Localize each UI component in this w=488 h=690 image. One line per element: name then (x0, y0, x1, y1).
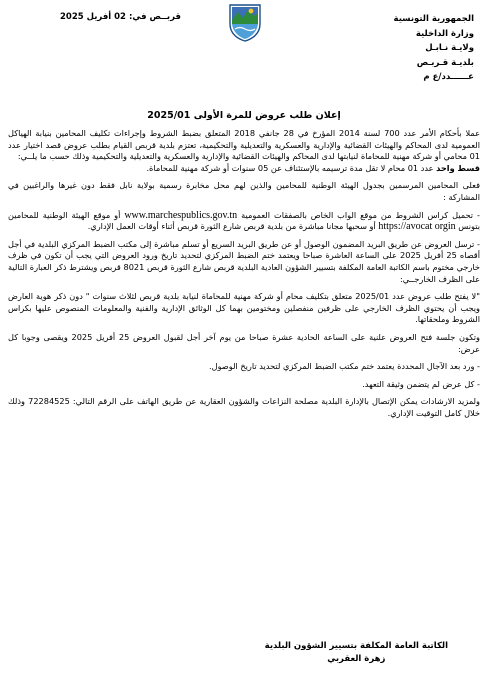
envelope-paragraph: "لا يفتح طلب عروض عدد 2025/01 متعلق بتكليف محام أو شركة مهنية للمحاماة لنيابة بلدية قربص لثلاث سنوات " دون ذكر هوية العارض ويجب أن يحتوي الظرف الخارجي على ظرفين منفصلين ومختومين بهما كل الوثائق الإدارية والفنية والمعلومات المنصوص عليها بكراس الشروط وملحقاتها. (8, 291, 480, 325)
eligibility-paragraph: فعلى المحامين المرسمين بجدول الهيئة الوطنية للمحامين والذين لهم محل مخابرة رسمية بولاية نابل فقط دون غيرها والراغبين في المشاركة : (8, 180, 480, 202)
announcement-title: إعلان طلب عروض للمرة الأولى 2025/01 (147, 110, 341, 121)
announcement-body (8, 128, 480, 419)
date-label: قربــص في: (128, 12, 181, 22)
letterhead (394, 12, 474, 85)
date-line (60, 12, 181, 22)
download-text-a: - تحميل كراس الشروط من موقع الواب الخاص بالصفقات العمومية (241, 209, 480, 220)
download-text-c: أو سحبها مجانا مباشرة من بلدية قربص شارع الثورة قربص أثناء أوقات العمل الإداري. (87, 221, 376, 232)
signatory-name: زهرة العقربي (327, 654, 386, 664)
marches-publics-link[interactable]: www.marchespublics.gov.tn (124, 209, 238, 221)
municipality-name: بلديـة قـربـص (416, 57, 474, 68)
avocat-link[interactable]: https://avocat orgin (378, 221, 456, 233)
intro-paragraph: عملا بأحكام الأمر عدد 700 لسنة 2014 المؤرخ في 28 جانفي 2018 المتعلق بضبط الشروط وإجراءات تكليف المحامين بنيابة الهياكل العمومية لدى المحاكم والهيئات القضائية والإدارية والعسكرية والتعديلية والتحكيمية، تعتزم بلدية قربص القيام بطلب عروض قصد اختيار عدد 01 محامي أو شركة مهنية للمحاماة لنيابتها لدى المحاكم والهيئات القضائية والإدارية والعسكرية والتعديلية والتحكيمية وذلك حسب ما يلــي: (8, 128, 480, 162)
reference-number: عــــــدد/ع م (423, 72, 474, 82)
signature-block (265, 640, 448, 666)
submission-paragraph: - ترسل العروض عن طريق البريد المضمون الوصول أو عن طريق البريد السريع أو تسلم مباشرة إلى مكتب الضبط المركزي البلدية في أجل أقصاه 25 أفريل 2025 على الساعة العاشرة صباحا ويعتمد ختم الضبط المركزي لتحديد تاريخ ورود العروض التي يجب أن تكون في ظرف خارجي مختوم باسم الكاتبة العامة المكلفة بتسيير الشؤون العادية البلدية قربص شارع الثورة قربص 8021 قربص ويشترط ذكر العبارة التالية على الظرف الخارجــي: (8, 238, 480, 284)
exclusion-missing: - كل عرض لم يتضمن وثيقة التعهد. (362, 378, 480, 389)
governorate-name: ولايـة نـابـل (425, 43, 474, 53)
date-value: 02 أفريل 2025 (60, 12, 126, 22)
download-paragraph (8, 210, 480, 233)
lot-paragraph (8, 163, 480, 175)
opening-paragraph: وتكون جلسة فتح العروض علنية على الساعة الحادية عشرة صباحا من يوم آخر أجل لقبول العروض 25 أفريل 2025 ويقصى وجوبا كل عرض: (8, 331, 480, 354)
download-text-b: أو موقع الهيئة الوطنية للمحامين بتونس (8, 209, 480, 232)
country-name: الجمهورية التونسية (393, 14, 474, 24)
contact-paragraph: ولمزيد الارشادات يمكن الإتصال بالإدارة البلدية مصلحة النزاعات والشؤون العقارية عن طريق الهاتف على الرقم التالي: 72284525 وذلك خلال كامل التوقيت الإداري. (8, 396, 480, 418)
municipality-logo-icon (226, 2, 264, 42)
ministry-name: وزارة الداخلية (415, 28, 474, 39)
signatory-title: الكاتبة العامة المكلفة بتسيير الشؤون البلدية (264, 641, 448, 651)
lot-label: قسط واحد (436, 162, 480, 173)
exclusion-late: - ورد بعد الآجال المحددة يعتمد ختم مكتب الضبط المركزي لتحديد تاريخ الوصول. (209, 361, 480, 372)
lot-text: عدد 01 محام لا تقل مدة ترسيمه بالإستئناف عن 05 سنوات أو شركة مهنية للمحاماة. (146, 162, 434, 173)
